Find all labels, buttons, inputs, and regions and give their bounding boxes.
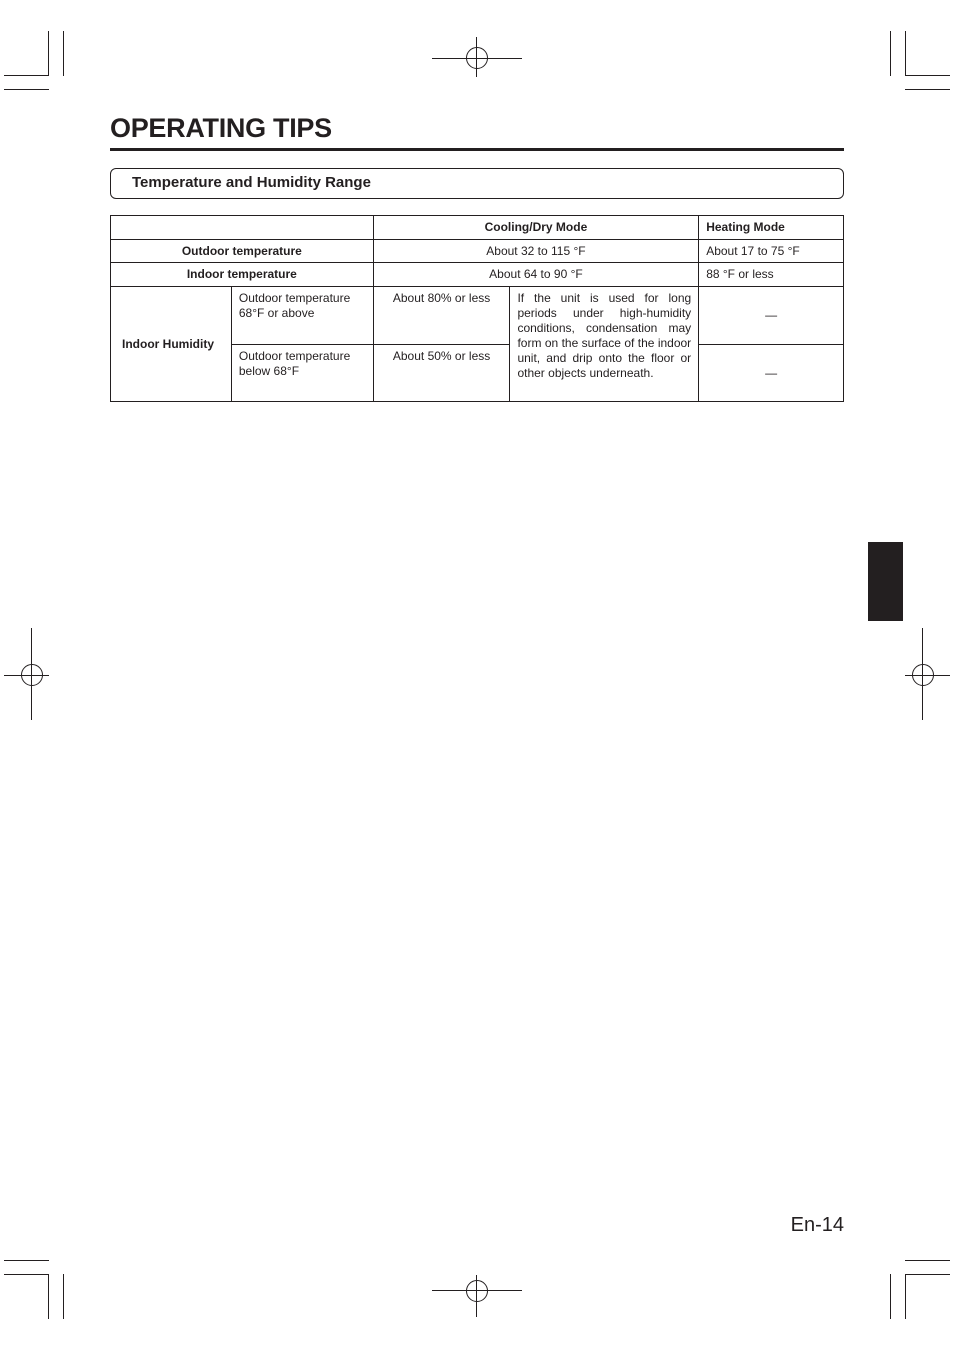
section-title: Temperature and Humidity Range	[132, 174, 371, 191]
section-tab-marker	[868, 542, 903, 621]
header-empty-cell	[111, 216, 374, 240]
humidity-heating-1: —	[699, 287, 844, 345]
crop-mark	[4, 75, 49, 76]
crop-mark	[890, 31, 891, 76]
humidity-condition-1: Outdoor temperature 68°F or above	[231, 287, 373, 345]
crop-mark	[905, 89, 950, 90]
header-cooling-dry: Cooling/Dry Mode	[373, 216, 699, 240]
crop-mark	[63, 1274, 64, 1319]
temperature-humidity-table	[110, 215, 844, 402]
outdoor-cooling-range: About 32 to 115 °F	[373, 240, 699, 263]
humidity-condensation-note: If the unit is used for long periods under high-humidity conditions, condensation may form on the surface of the indoor unit, and drip onto the floor or other objects underneath.	[510, 287, 699, 402]
humidity-heating-2: —	[699, 345, 844, 402]
page-number: En-14	[790, 1214, 844, 1236]
crop-mark	[4, 1260, 49, 1261]
table-header-row	[111, 216, 844, 240]
indoor-heating-range: 88 °F or less	[699, 263, 844, 287]
row-label-outdoor: Outdoor temperature	[111, 240, 374, 263]
humidity-condition-2: Outdoor temperature below 68°F	[231, 345, 373, 402]
table-row	[111, 263, 844, 287]
header-heating: Heating Mode	[699, 216, 844, 240]
section-heading-box	[110, 168, 844, 199]
crop-mark	[48, 1274, 49, 1319]
outdoor-heating-range: About 17 to 75 °F	[699, 240, 844, 263]
page-title: OPERATING TIPS	[110, 113, 332, 143]
crop-mark	[905, 1274, 906, 1319]
crop-mark	[4, 1274, 49, 1275]
humidity-value-2: About 50% or less	[373, 345, 510, 402]
row-label-humidity: Indoor Humidity	[111, 287, 232, 402]
crop-mark	[905, 31, 906, 76]
table-row	[111, 240, 844, 263]
crop-mark	[4, 89, 49, 90]
title-rule	[110, 148, 844, 151]
crop-mark	[63, 31, 64, 76]
crop-mark	[48, 31, 49, 76]
crop-mark	[890, 1274, 891, 1319]
crop-mark	[905, 1274, 950, 1275]
humidity-value-1: About 80% or less	[373, 287, 510, 345]
indoor-cooling-range: About 64 to 90 °F	[373, 263, 699, 287]
crop-mark	[905, 1260, 950, 1261]
table-row	[111, 287, 844, 345]
crop-mark	[905, 75, 950, 76]
row-label-indoor: Indoor temperature	[111, 263, 374, 287]
